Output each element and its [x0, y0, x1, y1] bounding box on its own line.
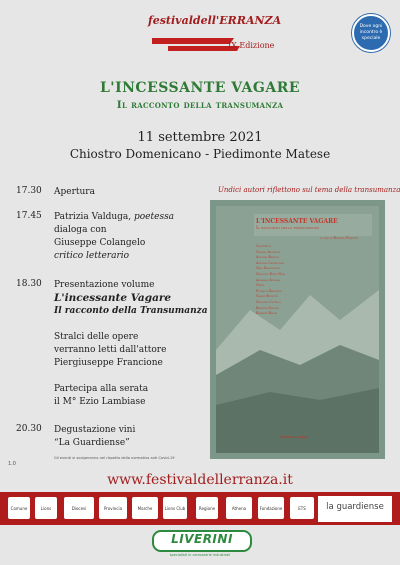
time-slot: 18.30: [16, 279, 42, 289]
la-guardiense-text: la guardiense: [326, 502, 384, 512]
time-slot: 17.45: [16, 211, 42, 221]
sponsor-logo: Marche: [132, 497, 158, 519]
book-cover-art: [210, 200, 385, 459]
schedule-text: il M° Ezio Lambiase: [54, 397, 146, 407]
sponsor-logo: Provincia: [99, 497, 127, 519]
sponsor-logo: Diocesi: [64, 497, 94, 519]
sponsor-logo: Lions: [35, 497, 57, 519]
edition-label: IX Edizione: [228, 41, 275, 50]
schedule-text: Degustazione vini: [54, 425, 136, 435]
schedule-text: Apertura: [54, 187, 95, 197]
book-cover-subtitle: Il racconto della transumanza: [256, 226, 320, 231]
event-venue: Chiostro Domenicano - Piedimonte Matese: [69, 147, 331, 161]
sponsor-logo: Fondazione: [258, 497, 284, 519]
book-tagline: Undici autori riflettono sul tema della transumanza: [218, 186, 400, 194]
sponsor-logo: Lions Club: [163, 497, 187, 519]
time-slot: 17.30: [16, 186, 42, 196]
book-cover-contributors: Contributi Giorgia Antonica Antonio Bianchi Antonio Castellano Gino Dascollevo Gianluca Rizzo Nilo Armando Sciarda Opere Federica Balestra Gianni Buzzetti Giovanni Castelli Roberta Giangni Roberta Meori: [256, 244, 285, 316]
schedule-text: Stralci delle opere: [54, 332, 139, 342]
schedule-text: Presentazione volume: [54, 280, 155, 290]
website-url[interactable]: www.festivaldellerranza.it: [107, 472, 293, 488]
time-slot: 20.30: [16, 424, 42, 434]
schedule-text: verranno letti dall'attore: [54, 345, 167, 355]
schedule-text: Patrizia Valduga, poetessa: [54, 212, 175, 222]
book-cover: [210, 200, 385, 459]
book-cover-title: L'INCESSANTE VAGARE: [256, 218, 338, 225]
sponsor-logo: Athena: [226, 497, 252, 519]
book-cover-curator: a cura di Roberto Perrotti: [320, 236, 359, 240]
schedule-text: Giuseppe Colangelo: [54, 238, 146, 248]
liverini-text: LIVERINI: [171, 532, 233, 546]
schedule-text: critico letterario: [54, 251, 130, 261]
event-title: L'INCESSANTE VAGARE: [99, 80, 301, 96]
sponsor-logo: Comune: [8, 497, 30, 519]
sponsor-logo: Regione: [196, 497, 218, 519]
schedule-text: Piergiuseppe Francione: [54, 358, 163, 368]
book-cover-publisher: edizioni saggi: [280, 434, 308, 439]
covid-note: Gli eventi si svolgeranno nel rispetto della normativa anti Covid-19: [54, 456, 175, 460]
event-date: 11 settembre 2021: [137, 130, 263, 145]
liverini-subtitle: specialisti in carrozzerie industriali: [169, 553, 231, 557]
schedule-text: “La Guardiense”: [54, 438, 130, 448]
book-title-text: L'incessante Vagare: [54, 292, 172, 304]
quality-badge: Dove ogni incontro è speciale: [352, 14, 390, 52]
sponsor-logo: ETS: [290, 497, 314, 519]
schedule-text: dialoga con: [54, 225, 107, 235]
event-subtitle: Il racconto della transumanza: [116, 99, 284, 111]
book-subtitle-text: Il racconto della Transumanza: [54, 306, 208, 316]
version-label: 1.0: [8, 461, 16, 467]
schedule-text: Partecipa alla serata: [54, 384, 149, 394]
festival-logo-text: festivaldell'ERRANZA: [148, 14, 282, 27]
